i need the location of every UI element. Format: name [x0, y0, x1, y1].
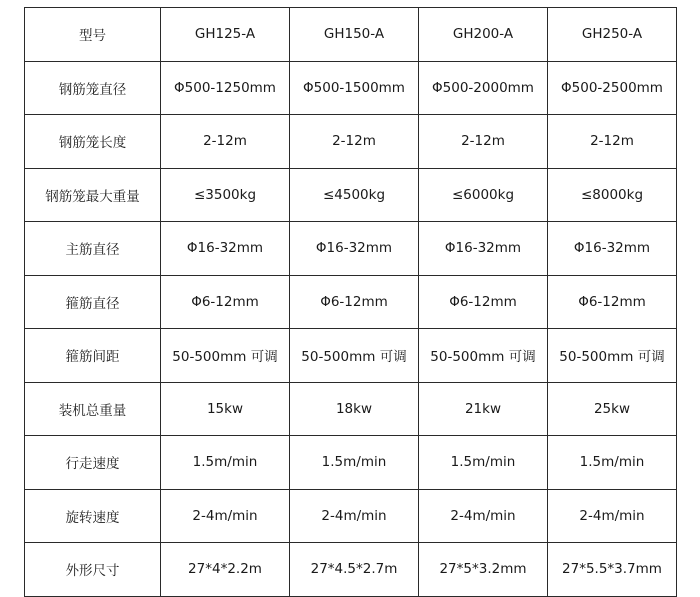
model-header-cell: GH200-A — [419, 8, 548, 62]
value-cell: 2-4m/min — [548, 489, 677, 543]
header-label-cell: 型号 — [25, 8, 161, 62]
table-row — [25, 543, 677, 597]
value-cell: Φ16-32mm — [548, 222, 677, 276]
row-label-cell: 箍筋直径 — [25, 275, 161, 329]
value-cell: ≤4500kg — [290, 168, 419, 222]
table-row — [25, 275, 677, 329]
value-cell: 50-500mm 可调 — [548, 329, 677, 383]
table-row — [25, 329, 677, 383]
value-cell: 15kw — [161, 382, 290, 436]
value-cell: Φ6-12mm — [419, 275, 548, 329]
table-row — [25, 489, 677, 543]
value-cell: 21kw — [419, 382, 548, 436]
value-cell: Φ500-1500mm — [290, 61, 419, 115]
header-row — [25, 8, 677, 62]
table-row — [25, 382, 677, 436]
row-label-cell: 钢筋笼长度 — [25, 115, 161, 169]
value-cell: Φ16-32mm — [290, 222, 419, 276]
value-cell: Φ16-32mm — [419, 222, 548, 276]
value-cell: 50-500mm 可调 — [419, 329, 548, 383]
table-row — [25, 436, 677, 490]
row-label-cell: 装机总重量 — [25, 382, 161, 436]
row-label-cell: 外形尺寸 — [25, 543, 161, 597]
value-cell: ≤8000kg — [548, 168, 677, 222]
model-header-cell: GH150-A — [290, 8, 419, 62]
value-cell: 18kw — [290, 382, 419, 436]
value-cell: 1.5m/min — [419, 436, 548, 490]
table-row — [25, 222, 677, 276]
row-label-cell: 行走速度 — [25, 436, 161, 490]
value-cell: ≤3500kg — [161, 168, 290, 222]
value-cell: 27*5.5*3.7mm — [548, 543, 677, 597]
value-cell: 2-12m — [548, 115, 677, 169]
value-cell: Φ6-12mm — [548, 275, 677, 329]
table-row — [25, 168, 677, 222]
value-cell: 1.5m/min — [290, 436, 419, 490]
model-header-cell: GH250-A — [548, 8, 677, 62]
value-cell: 2-12m — [419, 115, 548, 169]
value-cell: 2-4m/min — [419, 489, 548, 543]
value-cell: 27*5*3.2mm — [419, 543, 548, 597]
row-label-cell: 旋转速度 — [25, 489, 161, 543]
value-cell: Φ6-12mm — [290, 275, 419, 329]
value-cell: 50-500mm 可调 — [290, 329, 419, 383]
value-cell: Φ500-1250mm — [161, 61, 290, 115]
value-cell: Φ16-32mm — [161, 222, 290, 276]
value-cell: ≤6000kg — [419, 168, 548, 222]
row-label-cell: 箍筋间距 — [25, 329, 161, 383]
table-row — [25, 61, 677, 115]
value-cell: 2-4m/min — [161, 489, 290, 543]
spec-table — [24, 7, 677, 597]
value-cell: Φ6-12mm — [161, 275, 290, 329]
value-cell: 50-500mm 可调 — [161, 329, 290, 383]
value-cell: 1.5m/min — [161, 436, 290, 490]
value-cell: 27*4.5*2.7m — [290, 543, 419, 597]
value-cell: 25kw — [548, 382, 677, 436]
value-cell: 2-12m — [290, 115, 419, 169]
row-label-cell: 钢筋笼最大重量 — [25, 168, 161, 222]
value-cell: 2-4m/min — [290, 489, 419, 543]
value-cell: 1.5m/min — [548, 436, 677, 490]
table-row — [25, 115, 677, 169]
row-label-cell: 主筋直径 — [25, 222, 161, 276]
value-cell: Φ500-2000mm — [419, 61, 548, 115]
row-label-cell: 钢筋笼直径 — [25, 61, 161, 115]
value-cell: 2-12m — [161, 115, 290, 169]
value-cell: 27*4*2.2m — [161, 543, 290, 597]
model-header-cell: GH125-A — [161, 8, 290, 62]
value-cell: Φ500-2500mm — [548, 61, 677, 115]
